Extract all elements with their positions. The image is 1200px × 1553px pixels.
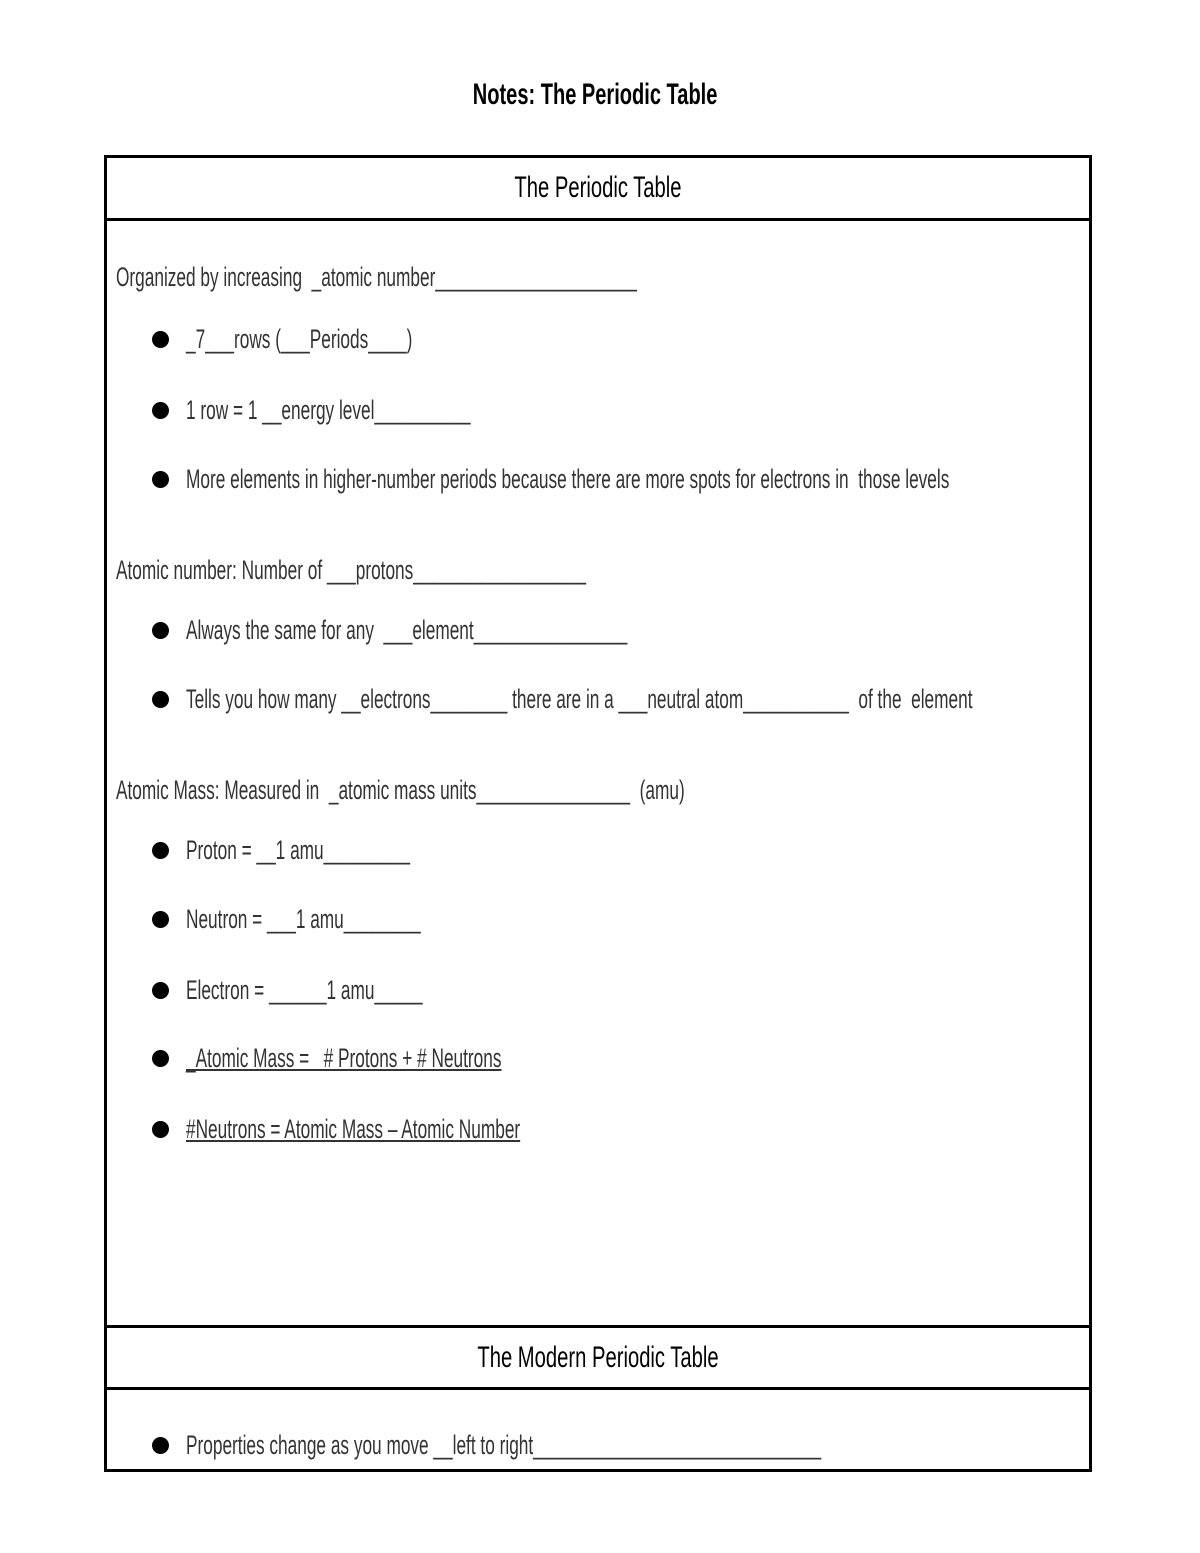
note-lead-line (107, 552, 1089, 588)
note-text: Electron = ______1 amu_____ (186, 975, 423, 1005)
bullet-point (152, 471, 169, 488)
list-item (107, 321, 1089, 357)
note-text: 1 row = 1 __energy level__________ (186, 395, 471, 425)
note-text: _7___rows (___Periods____) (186, 324, 413, 354)
list-item (107, 1111, 1089, 1147)
note-lead-line (107, 772, 1089, 808)
note-text: Organized by increasing _atomic number_____________________ (116, 262, 637, 292)
section-header-modern-periodic-table (107, 1328, 1089, 1390)
bullet-point (152, 911, 169, 928)
section-heading: The Periodic Table (514, 171, 682, 204)
bullet-point (152, 1121, 169, 1138)
note-text: Atomic Mass: Measured in _atomic mass units________________ (amu) (116, 775, 685, 805)
bullet-point (152, 622, 169, 639)
bullet-point (152, 1437, 169, 1454)
notes-table (104, 155, 1092, 1472)
bullet-point (152, 402, 169, 419)
bullet-point (152, 691, 169, 708)
section-heading: The Modern Periodic Table (477, 1341, 719, 1374)
note-lead-line (107, 259, 1089, 295)
bullet-point (152, 842, 169, 859)
section-header-periodic-table (107, 158, 1089, 221)
formula-text: #Neutrons = Atomic Mass – Atomic Number (186, 1114, 521, 1144)
note-text: Always the same for any ___element________________ (186, 615, 628, 645)
page-title: Notes: The Periodic Table (472, 78, 718, 111)
note-text: Properties change as you move __left to right______________________________ (186, 1430, 822, 1460)
bullet-point (152, 982, 169, 999)
list-item (107, 972, 1089, 1008)
list-item (107, 832, 1089, 868)
note-text: Atomic number: Number of ___protons__________________ (116, 555, 586, 585)
bullet-point (152, 1050, 169, 1067)
section-body-periodic-table (107, 221, 1089, 1328)
page-title-row (0, 75, 1190, 115)
note-text: Proton = __1 amu_________ (186, 835, 410, 865)
bullet-point (152, 331, 169, 348)
list-item (107, 681, 1089, 717)
list-item (107, 612, 1089, 648)
section-body-modern-periodic-table (107, 1390, 1089, 1469)
formula-text: _Atomic Mass = # Protons + # Neutrons (186, 1043, 502, 1073)
note-text: Neutron = ___1 amu________ (186, 904, 421, 934)
note-text: Tells you how many __electrons________ there are in a ___neutral atom___________ of the element (186, 684, 973, 714)
list-item (107, 1427, 1089, 1463)
list-item (107, 1040, 1089, 1076)
note-text: More elements in higher-number periods because there are more spots for electrons in those levels (186, 464, 950, 494)
list-item (107, 901, 1089, 937)
list-item (107, 461, 1089, 497)
list-item (107, 392, 1089, 428)
